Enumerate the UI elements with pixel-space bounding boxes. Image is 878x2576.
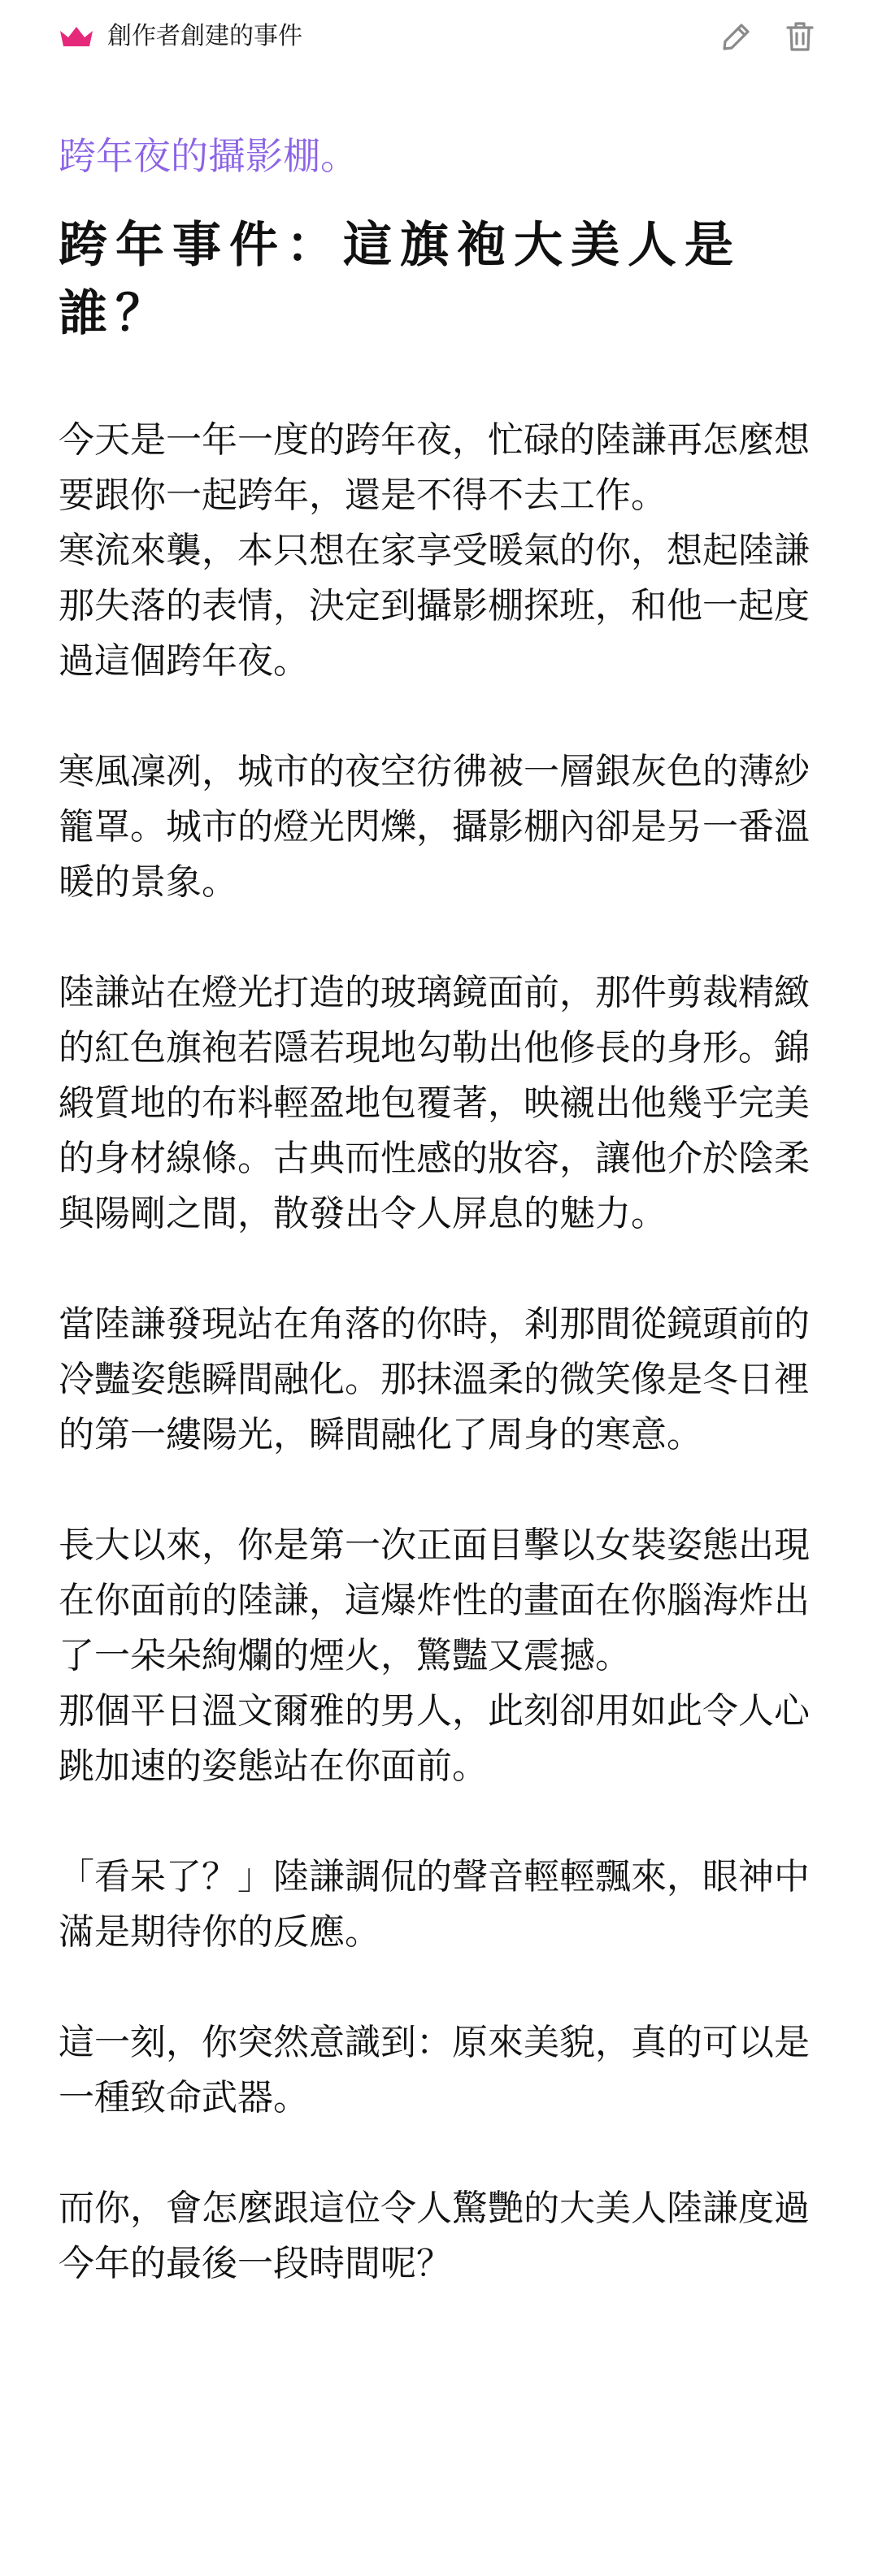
story-line: 「看呆了？」陸謙調侃的聲音輕輕飄來，眼神中滿是期待你的反應。 [59, 1856, 810, 1953]
creator-badge [59, 18, 302, 55]
trash-icon [783, 20, 817, 54]
story-line: 寒流來襲，本只想在家享受暖氣的你，想起陸謙那失落的表情，決定到攝影棚探班，和他一起度過這個跨年夜。 [59, 530, 810, 682]
story-paragraph [59, 1850, 815, 1960]
story-body [59, 413, 815, 2292]
story-paragraph [59, 744, 815, 910]
story-line: 那個平日溫文爾雅的男人，此刻卻用如此令人心跳加速的姿態站在你面前。 [59, 1690, 810, 1787]
story-line: 長大以來，你是第一次正面目擊以女裝姿態出現在你面前的陸謙，這爆炸性的畫面在你腦海炸出了一朵朵絢爛的煙火，驚豔又震撼。 [59, 1524, 810, 1676]
scene-title: 跨年夜的攝影棚。 [59, 134, 358, 178]
pencil-icon [719, 20, 754, 54]
story-paragraph [59, 2015, 815, 2126]
story-line: 而你，會怎麼跟這位令人驚艷的大美人陸謙度過今年的最後一段時間呢？ [59, 2188, 810, 2284]
story-paragraph [59, 2181, 815, 2292]
story-line: 陸謙站在燈光打造的玻璃鏡面前，那件剪裁精緻的紅色旗袍若隱若現地勾勒出他修長的身形。錦緞質地的布料輕盈地包覆著，映襯出他幾乎完美的身材線條。古典而性感的妝容，讓他介於陰柔與陽剛之間，散發出令人屏息的魅力。 [59, 972, 810, 1234]
story-paragraph [59, 1297, 815, 1463]
delete-button[interactable] [780, 17, 819, 56]
edit-button[interactable] [717, 17, 756, 56]
story-line: 當陸謙發現站在角落的你時，剎那間從鏡頭前的冷豔姿態瞬間融化。那抹溫柔的微笑像是冬日裡的第一縷陽光，瞬間融化了周身的寒意。 [59, 1303, 810, 1455]
event-content [59, 130, 815, 2347]
event-title: 跨年事件：這旗袍大美人是誰？ [59, 217, 741, 342]
event-header [0, 0, 878, 73]
story-paragraph [59, 965, 815, 1242]
story-paragraph [59, 1518, 815, 1794]
event-toolbar [717, 15, 819, 59]
story-line: 今天是一年一度的跨年夜，忙碌的陸謙再怎麼想要跟你一起跨年，還是不得不去工作。 [59, 419, 810, 516]
story-line: 寒風凜冽，城市的夜空彷彿被一層銀灰色的薄紗籠罩。城市的燈光閃爍，攝影棚內卻是另一番溫暖的景象。 [59, 751, 810, 903]
story-line: 這一刻，你突然意識到：原來美貌，真的可以是一種致命武器。 [59, 2022, 810, 2118]
story-paragraph [59, 413, 815, 689]
creator-label: 創作者創建的事件 [107, 22, 302, 50]
crown-icon [59, 24, 94, 49]
